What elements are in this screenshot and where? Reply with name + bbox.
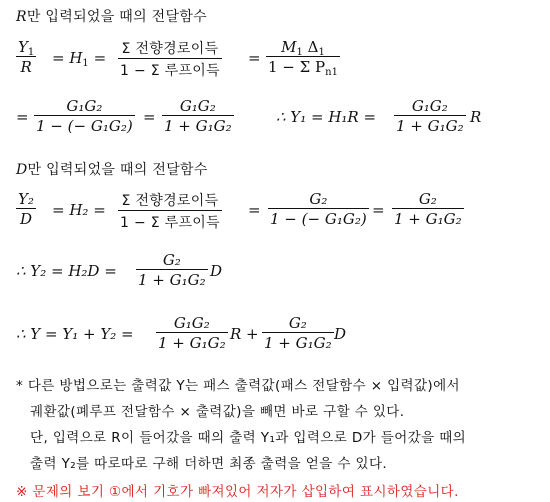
fraction-g2-over-1-plus: $\frac{\text{G₂}}{\text{1 + G₁G₂}}$ [394, 190, 462, 228]
section2-heading [16, 159, 208, 179]
note-line-3: 단, 입력으로 R이 들어갔을 때의 출력 Y₁과 입력으로 D가 들어갔을 때의 [30, 430, 467, 446]
equals-sign: = [248, 201, 261, 219]
note-line-2: 궤환값(폐루프 전달함수 × 출력값)을 빼면 바로 구할 수 있다. [30, 404, 405, 420]
fraction-mason-formula: Σ 전향경로이득 1 − Σ 루프이득 [120, 41, 220, 79]
equals-h1: = $H_1$ = [52, 49, 107, 69]
note-line-1: * 다른 방법으로는 출력값 Y는 패스 출력값(패스 전달함수 × 입력값)에서 [16, 378, 460, 394]
variable-d: D [334, 325, 347, 343]
fraction-y1-result: $\frac{\text{G₁G₂}}{\text{1 + G₁G₂}}$ [396, 97, 464, 135]
fraction-y2-result: $\frac{\text{G₂}}{\text{1 + G₁G₂}}$ [138, 251, 206, 289]
footer-editor-note: ※ 문제의 보기 ①에서 기호가 빠져있어 저자가 삽입하여 표시하였습니다. [16, 484, 459, 500]
fraction-y2-over-d: $\frac{\text{Y₂}}{D}$ [18, 190, 34, 228]
heading-text: 만 입력되었을 때의 전달함수 [26, 9, 207, 25]
heading-variable-r: R [16, 9, 27, 25]
therefore-y-sum: ∴ Y = Y₁ + Y₂ = [16, 325, 134, 343]
fraction-d-term: $\frac{\text{G₂}}{\text{1 + G₁G₂}}$ [264, 314, 332, 352]
note-line-4: 출력 Y₂를 따로따로 구해 더하면 최종 출력을 얻을 수 있다. [30, 456, 388, 472]
variable-r: R [470, 108, 482, 126]
equals-sign: = [16, 108, 29, 126]
plus-r: R + [230, 325, 259, 343]
fraction-g2-over-1-minus-neg: $\frac{\text{G₂}}{\text{1 − (− G₁G₂)}}$ [270, 190, 367, 228]
heading-variable-d: D [16, 162, 28, 178]
therefore-y1-h1r: ∴ Y₁ = H₁R = [276, 108, 377, 126]
equals-sign: = [248, 49, 261, 67]
fraction-m1-delta1: $\frac{M_1 \Delta_1}{1 - \Sigma P_{n1}}$ [268, 38, 338, 78]
therefore-y2-h2d: ∴ Y₂ = H₂D = [16, 262, 117, 280]
fraction-g1g2-over-1-plus: $\frac{\text{G₁G₂}}{\text{1 + G₁G₂}}$ [164, 97, 232, 135]
equals-h2: = H₂ = [52, 201, 106, 219]
fraction-r-term: $\frac{\text{G₁G₂}}{\text{1 + G₁G₂}}$ [158, 314, 226, 352]
section1-heading [16, 6, 207, 26]
fraction-mason-formula: Σ 전향경로이득 1 − Σ 루프이득 [120, 193, 220, 231]
variable-d: D [210, 262, 223, 280]
heading-text: 만 입력되었을 때의 전달함수 [27, 162, 208, 178]
fraction-g1g2-over-1-minus-neg: $\frac{\text{G₁G₂}}{\text{1 − (− G₁G₂)}}$ [36, 97, 133, 135]
equals-sign: = [143, 108, 156, 126]
fraction-y1-over-r: $\frac{Y_1}{R}$ [18, 38, 35, 76]
equals-sign: = [372, 201, 385, 219]
